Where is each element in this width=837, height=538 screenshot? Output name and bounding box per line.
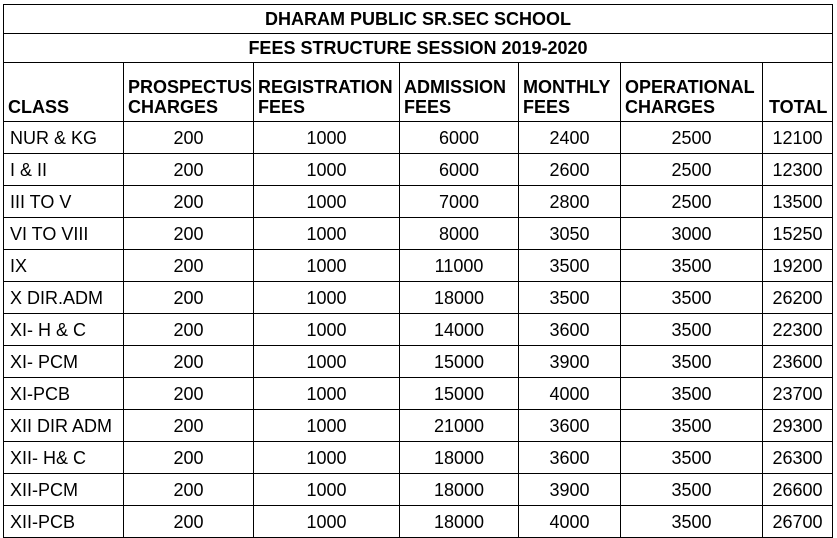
table-row: [4, 314, 833, 346]
cell-monthly-fees: 3600: [519, 442, 621, 474]
header-registration-fees: REGISTRATION FEES: [254, 63, 400, 122]
cell-operational-charges: 3500: [621, 474, 763, 506]
cell-registration-fees: 1000: [254, 218, 400, 250]
cell-registration-fees: 1000: [254, 442, 400, 474]
cell-admission-fees: 15000: [400, 378, 519, 410]
table-row: [4, 218, 833, 250]
cell-total: 15250: [763, 218, 833, 250]
cell-total: 12100: [763, 122, 833, 154]
cell-total: 12300: [763, 154, 833, 186]
cell-registration-fees: 1000: [254, 346, 400, 378]
cell-class: XII-PCB: [4, 506, 124, 538]
cell-admission-fees: 6000: [400, 122, 519, 154]
fees-structure-title: FEES STRUCTURE SESSION 2019-2020: [4, 34, 833, 63]
cell-operational-charges: 3500: [621, 378, 763, 410]
header-total: TOTAL: [763, 63, 833, 122]
fees-sheet: [3, 4, 832, 538]
school-name: DHARAM PUBLIC SR.SEC SCHOOL: [4, 5, 833, 34]
cell-prospectus-charges: 200: [124, 410, 254, 442]
cell-operational-charges: 3500: [621, 346, 763, 378]
fees-table: [3, 4, 833, 538]
cell-monthly-fees: 3900: [519, 346, 621, 378]
header-admission-fees: ADMISSION FEES: [400, 63, 519, 122]
cell-monthly-fees: 3600: [519, 314, 621, 346]
header-row: [4, 63, 833, 122]
header-operational-charges: OPERATIONAL CHARGES: [621, 63, 763, 122]
cell-operational-charges: 2500: [621, 154, 763, 186]
cell-operational-charges: 3500: [621, 410, 763, 442]
cell-prospectus-charges: 200: [124, 218, 254, 250]
table-row: [4, 506, 833, 538]
table-row: [4, 250, 833, 282]
cell-admission-fees: 18000: [400, 282, 519, 314]
cell-operational-charges: 3500: [621, 250, 763, 282]
cell-total: 26600: [763, 474, 833, 506]
cell-admission-fees: 7000: [400, 186, 519, 218]
cell-operational-charges: 3000: [621, 218, 763, 250]
header-prospectus-charges: PROSPECTUS CHARGES: [124, 63, 254, 122]
cell-total: 26700: [763, 506, 833, 538]
cell-prospectus-charges: 200: [124, 506, 254, 538]
cell-class: XII- H& C: [4, 442, 124, 474]
cell-admission-fees: 8000: [400, 218, 519, 250]
table-row: [4, 378, 833, 410]
cell-monthly-fees: 2400: [519, 122, 621, 154]
cell-class: NUR & KG: [4, 122, 124, 154]
cell-registration-fees: 1000: [254, 378, 400, 410]
cell-total: 29300: [763, 410, 833, 442]
cell-prospectus-charges: 200: [124, 282, 254, 314]
cell-admission-fees: 18000: [400, 474, 519, 506]
cell-operational-charges: 2500: [621, 186, 763, 218]
cell-monthly-fees: 3500: [519, 250, 621, 282]
cell-prospectus-charges: 200: [124, 378, 254, 410]
cell-class: VI TO VIII: [4, 218, 124, 250]
cell-class: I & II: [4, 154, 124, 186]
cell-total: 13500: [763, 186, 833, 218]
cell-prospectus-charges: 200: [124, 250, 254, 282]
cell-operational-charges: 3500: [621, 282, 763, 314]
cell-prospectus-charges: 200: [124, 346, 254, 378]
cell-class: XI-PCB: [4, 378, 124, 410]
cell-operational-charges: 2500: [621, 122, 763, 154]
cell-registration-fees: 1000: [254, 250, 400, 282]
table-row: [4, 474, 833, 506]
cell-class: XII DIR ADM: [4, 410, 124, 442]
cell-admission-fees: 21000: [400, 410, 519, 442]
cell-monthly-fees: 2800: [519, 186, 621, 218]
table-row: [4, 154, 833, 186]
cell-registration-fees: 1000: [254, 474, 400, 506]
header-monthly-fees: MONTHLY FEES: [519, 63, 621, 122]
cell-total: 26300: [763, 442, 833, 474]
cell-monthly-fees: 3050: [519, 218, 621, 250]
cell-operational-charges: 3500: [621, 506, 763, 538]
table-row: [4, 410, 833, 442]
cell-registration-fees: 1000: [254, 506, 400, 538]
cell-registration-fees: 1000: [254, 314, 400, 346]
cell-monthly-fees: 3600: [519, 410, 621, 442]
cell-class: XI- H & C: [4, 314, 124, 346]
cell-total: 23600: [763, 346, 833, 378]
cell-admission-fees: 18000: [400, 442, 519, 474]
cell-total: 23700: [763, 378, 833, 410]
cell-total: 19200: [763, 250, 833, 282]
cell-registration-fees: 1000: [254, 154, 400, 186]
cell-admission-fees: 6000: [400, 154, 519, 186]
cell-monthly-fees: 3900: [519, 474, 621, 506]
cell-class: XI- PCM: [4, 346, 124, 378]
cell-admission-fees: 18000: [400, 506, 519, 538]
cell-monthly-fees: 4000: [519, 506, 621, 538]
cell-registration-fees: 1000: [254, 186, 400, 218]
table-row: [4, 346, 833, 378]
cell-class: IX: [4, 250, 124, 282]
cell-class: X DIR.ADM: [4, 282, 124, 314]
cell-prospectus-charges: 200: [124, 442, 254, 474]
cell-total: 26200: [763, 282, 833, 314]
cell-class: XII-PCM: [4, 474, 124, 506]
table-row: [4, 282, 833, 314]
cell-admission-fees: 15000: [400, 346, 519, 378]
cell-registration-fees: 1000: [254, 410, 400, 442]
header-class: CLASS: [4, 63, 124, 122]
cell-prospectus-charges: 200: [124, 154, 254, 186]
table-row: [4, 442, 833, 474]
cell-monthly-fees: 4000: [519, 378, 621, 410]
cell-operational-charges: 3500: [621, 442, 763, 474]
cell-monthly-fees: 3500: [519, 282, 621, 314]
cell-prospectus-charges: 200: [124, 186, 254, 218]
cell-operational-charges: 3500: [621, 314, 763, 346]
cell-prospectus-charges: 200: [124, 474, 254, 506]
cell-registration-fees: 1000: [254, 282, 400, 314]
cell-admission-fees: 11000: [400, 250, 519, 282]
table-row: [4, 122, 833, 154]
cell-prospectus-charges: 200: [124, 314, 254, 346]
cell-prospectus-charges: 200: [124, 122, 254, 154]
cell-admission-fees: 14000: [400, 314, 519, 346]
cell-registration-fees: 1000: [254, 122, 400, 154]
cell-monthly-fees: 2600: [519, 154, 621, 186]
cell-class: III TO V: [4, 186, 124, 218]
cell-total: 22300: [763, 314, 833, 346]
table-row: [4, 186, 833, 218]
